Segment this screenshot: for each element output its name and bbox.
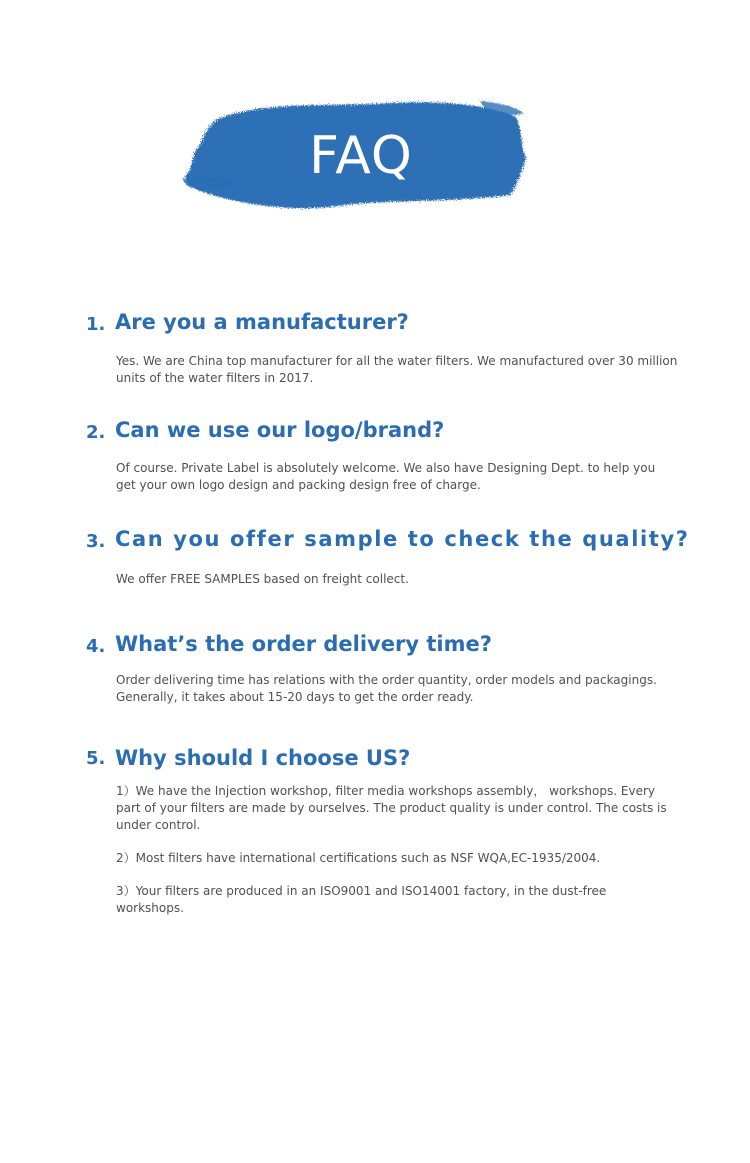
faq-answer: [116, 353, 678, 387]
faq-number: 5.: [86, 748, 106, 769]
faq-answer-point-2: 2）Most filters have international certifications such as NSF WQA,EC-1935/2004.: [116, 851, 601, 865]
faq-answer-point-1: 1）We have the Injection workshop, filter media workshops assembly， workshops. Every part of your filters are made by ourselves. The product quality is under control. The costs is under control.: [116, 784, 667, 832]
faq-question: Can we use our logo/brand?: [115, 418, 445, 442]
faq-number: 4.: [86, 636, 106, 657]
faq-question: What’s the order delivery time?: [115, 632, 492, 656]
faq-number: 2.: [86, 422, 106, 443]
faq-question: Can you offer sample to check the quality?: [115, 527, 690, 551]
page-title: FAQ: [309, 126, 413, 186]
faq-answer: [116, 460, 678, 494]
faq-question: Are you a manufacturer?: [115, 310, 409, 334]
faq-number: 1.: [86, 314, 106, 335]
faq-answer-text: Order delivering time has relations with the order quantity, order models and packagings. Generally, it takes about 15-20 days to get the order ready.: [116, 673, 657, 704]
faq-answer-point-3: 3）Your filters are produced in an ISO9001 and ISO14001 factory, in the dust-free workshops.: [116, 884, 607, 915]
faq-answer: [116, 783, 678, 917]
faq-question: Why should I choose US?: [115, 746, 411, 770]
faq-answer: [116, 672, 678, 706]
faq-banner: [180, 95, 532, 217]
faq-answer-text: We offer FREE SAMPLES based on freight collect.: [116, 572, 409, 586]
faq-answer-text: Of course. Private Label is absolutely welcome. We also have Designing Dept. to help you get your own logo design and packing design free of charge.: [116, 461, 656, 492]
faq-number: 3.: [86, 531, 106, 552]
faq-answer: [116, 571, 678, 588]
faq-answer-text: Yes. We are China top manufacturer for all the water filters. We manufactured over 30 million units of the water filters in 2017.: [116, 354, 678, 385]
